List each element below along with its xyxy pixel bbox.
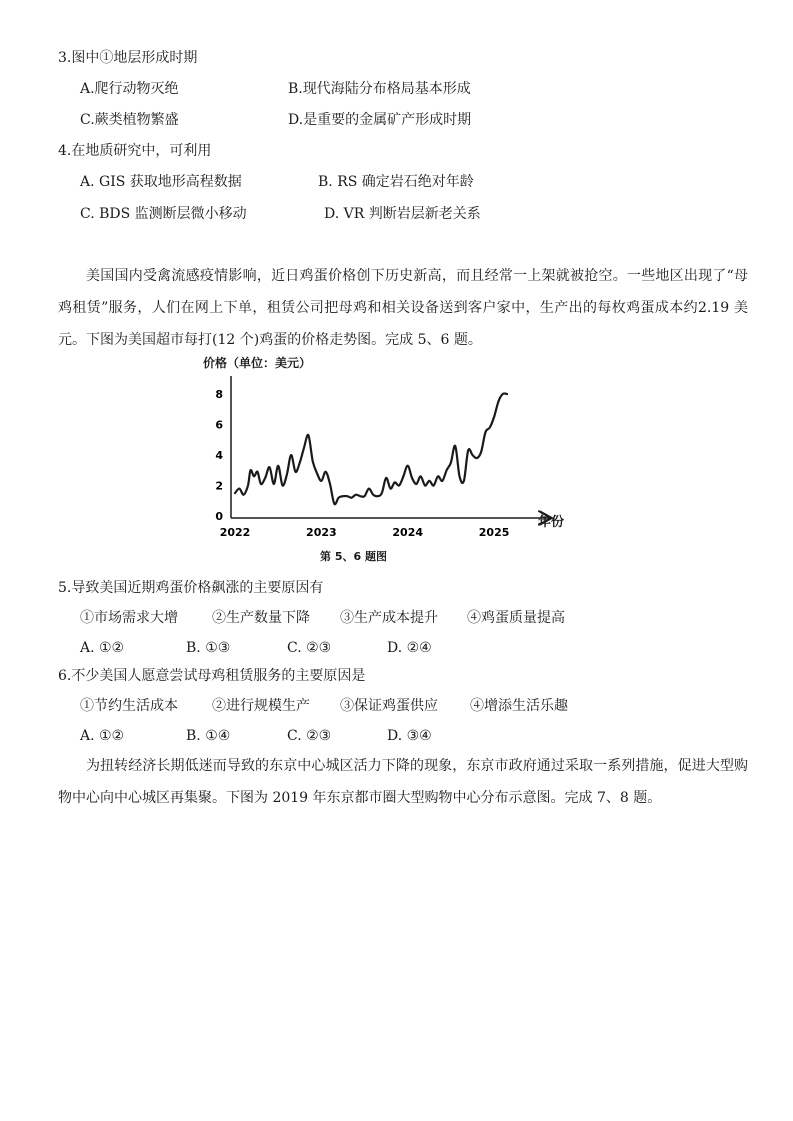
q6-option-a: A. ①② — [80, 728, 125, 744]
q6-item-1: ①节约生活成本 — [80, 698, 178, 714]
q5-stem: 5.导致美国近期鸡蛋价格飙涨的主要原因有 — [58, 580, 324, 596]
q3-option-b: B.现代海陆分布格局基本形成 — [288, 81, 471, 97]
q5-item-2: ②生产数量下降 — [212, 610, 310, 626]
q5-item-1: ①市场需求大增 — [80, 610, 178, 626]
q3-option-a: A.爬行动物灭绝 — [80, 81, 179, 97]
chart-caption: 第 5、6 题图 — [320, 550, 387, 563]
q6-option-d: D. ③④ — [387, 728, 432, 744]
y-tick-label: 6 — [215, 418, 223, 432]
q4-option-d: D. VR 判断岩层新老关系 — [324, 206, 481, 222]
x-tick-label: 2025 — [478, 526, 510, 539]
q5-option-b: B. ①③ — [186, 640, 231, 656]
q4-option-c: C. BDS 监测断层微小移动 — [80, 206, 247, 222]
q4-option-b: B. RS 确定岩石绝对年龄 — [318, 174, 474, 190]
q3-option-c: C.蕨类植物繁盛 — [80, 112, 179, 128]
x-tick-label: 2023 — [306, 526, 337, 539]
y-tick-label: 2 — [215, 479, 223, 493]
q5-option-c: C. ②③ — [287, 640, 332, 656]
q4-option-a: A. GIS 获取地形高程数据 — [80, 174, 242, 190]
q6-option-c: C. ②③ — [287, 728, 332, 744]
egg-price-chart — [195, 350, 565, 550]
y-tick-label: 0 — [215, 510, 223, 523]
q5-item-4: ④鸡蛋质量提高 — [467, 610, 565, 626]
q6-item-3: ③保证鸡蛋供应 — [340, 698, 438, 714]
q5-item-3: ③生产成本提升 — [340, 610, 438, 626]
y-tick-label: 8 — [215, 388, 223, 401]
q6-option-b: B. ①④ — [186, 728, 231, 744]
q6-item-2: ②进行规模生产 — [212, 698, 310, 714]
price-series-line — [235, 393, 507, 504]
egg-price-chart-svg — [195, 350, 565, 550]
q6-item-4: ④增添生活乐趣 — [470, 698, 568, 714]
q4-stem: 4.在地质研究中，可利用 — [58, 143, 212, 159]
x-tick-label: 2022 — [219, 526, 251, 539]
q5-option-d: D. ②④ — [387, 640, 432, 656]
q6-stem: 6.不少美国人愿意尝试母鸡租赁服务的主要原因是 — [58, 668, 366, 684]
passage-egg-price: 美国国内受禽流感疫情影响，近日鸡蛋价格创下历史新高，而且经常一上架就被抢空。一些地区出现了“母鸡租赁”服务，人们在网上下单，租赁公司把母鸡和相关设备送到客户家中，生产出的每枚鸡蛋成本约2.19 美元。下图为美国超市每打(12 个)鸡蛋的价格走势图。完成 5、6 题。 — [58, 268, 748, 348]
q5-option-a: A. ①② — [80, 640, 125, 656]
q3-option-d: D.是重要的金属矿产形成时期 — [288, 112, 472, 128]
y-tick-label: 4 — [215, 449, 223, 462]
x-tick-label: 2024 — [392, 526, 424, 539]
passage-tokyo: 为扭转经济长期低迷而导致的东京中心城区活力下降的现象，东京市政府通过采取一系列措施，促进大型购物中心向中心城区再集聚。下图为 2019 年东京都市圈大型购物中心分布示意图。完成 7、8 题。 — [58, 758, 748, 806]
y-axis-label: 价格（单位：美元） — [203, 356, 312, 370]
q3-stem: 3.图中①地层形成时期 — [58, 50, 198, 66]
x-axis-label: 年份 — [537, 515, 564, 530]
